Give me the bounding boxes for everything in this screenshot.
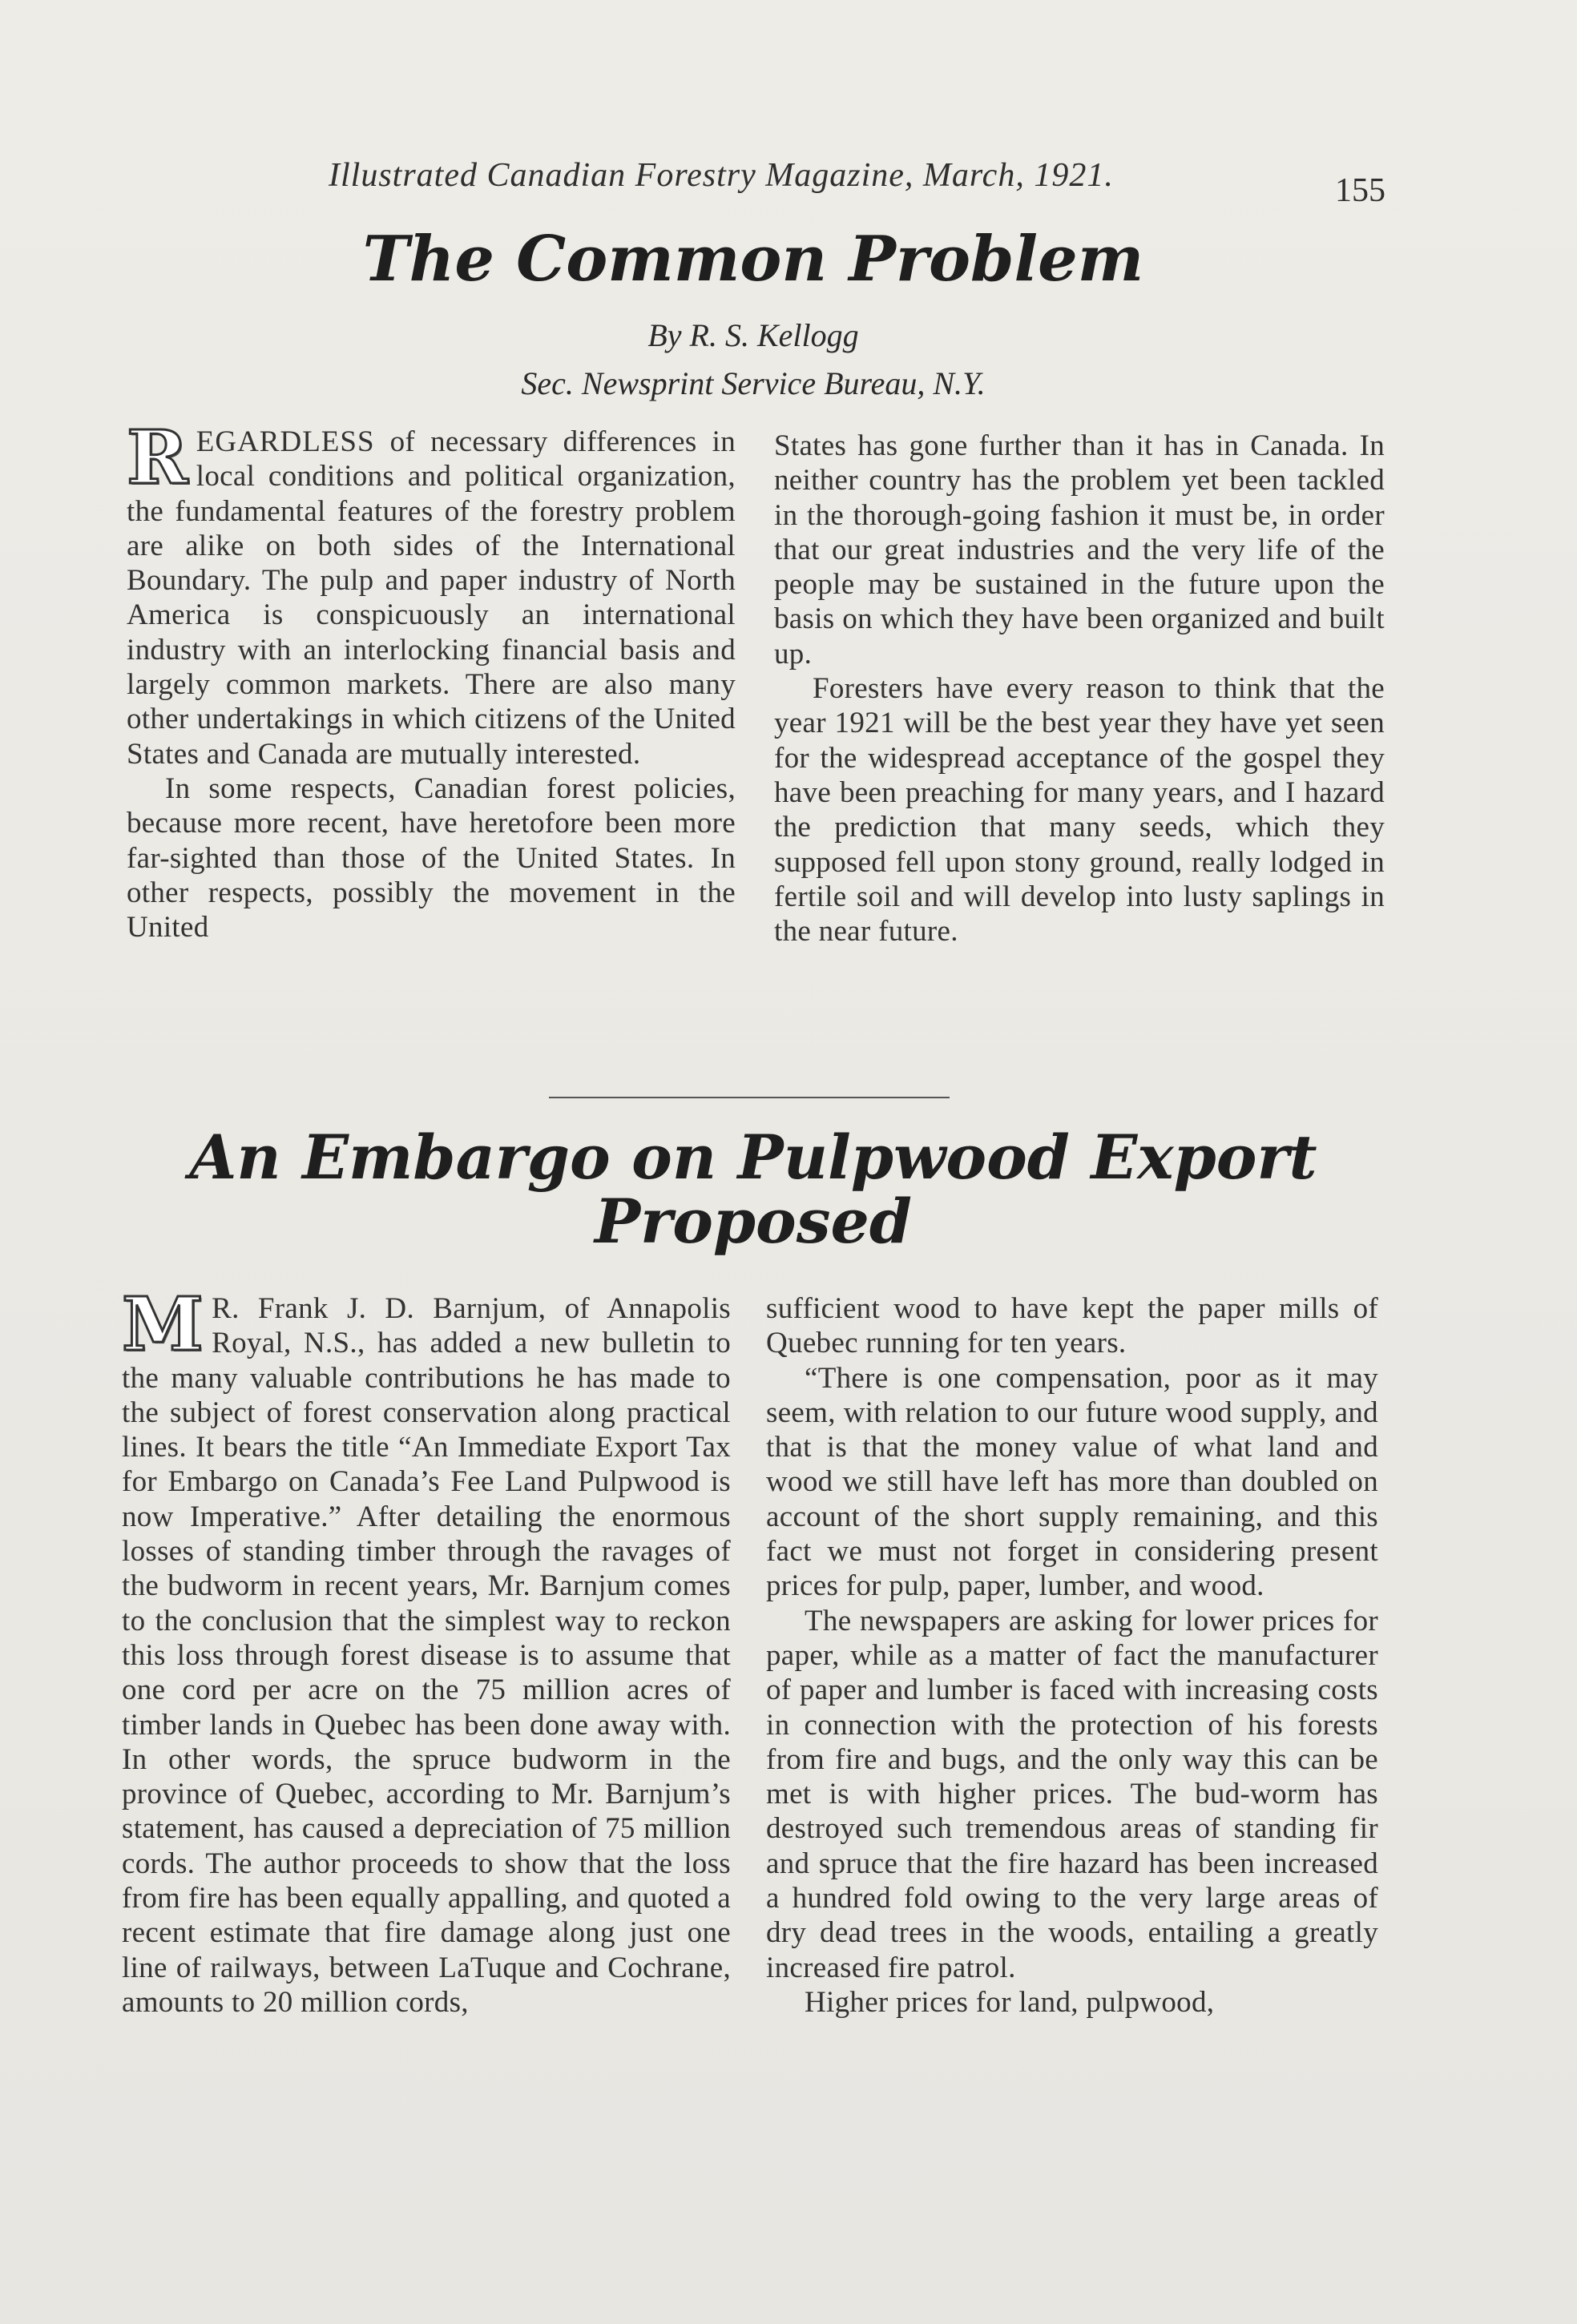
author-affiliation: Sec. Newsprint Service Bureau, N.Y. bbox=[521, 365, 986, 401]
running-header: Illustrated Canadian Forestry Magazine, March, 1921. bbox=[329, 157, 1114, 194]
drop-cap-m: M bbox=[122, 1281, 204, 1367]
article-title-embargo: An Embargo on Pulpwood Export Proposed bbox=[189, 1122, 1317, 1257]
article2-column-left bbox=[122, 1281, 731, 2020]
page-number: 155 bbox=[1335, 172, 1385, 209]
article2-column-right bbox=[766, 1291, 1378, 2020]
article2-paragraph-3: The newspapers are asking for lower prices for paper, while as a matter of fact the manufacturer of paper and lumber is faced with increasing costs in connection with the protection of his forests from fire and bugs, and the only way this can be met is with higher prices. The bud-worm has destroyed such tremendous areas of standing fir and spruce that the fire hazard has been increased a hundred fold owing to the very large areas of dry dead trees in the woods, entailing a greatly increased fire patrol. bbox=[766, 1604, 1378, 1984]
article1-paragraph-1-text: of necessary differences in local conditions and political organization, the fundamental features of the forestry problem are alike on both sides of the International Boundary. The pulp and paper industry of North America is conspicuously an international industry with an interlocking financial basis and largely common markets. There are also many other undertakings in which citizens of the United States and Canada are mutually interested. bbox=[127, 425, 736, 771]
lead-word: EGARDLESS bbox=[196, 425, 375, 458]
article-title-common-problem: The Common Problem bbox=[362, 223, 1144, 296]
article1-column-right bbox=[774, 429, 1385, 949]
drop-cap-r: R bbox=[127, 414, 188, 501]
article1-paragraph-2: In some respects, Canadian forest policies, because more recent, have heretofore been more far-sighted than those of the United States. In other respects, possibly the movement in the United bbox=[127, 771, 736, 945]
article1-column-left bbox=[127, 414, 736, 945]
article1-paragraph-2-continued: States has gone further than it has in Canada. In neither country has the problem yet been tackled in the thorough-going fashion it must be, in order that our great industries and the very life of the people may be sustained in the future upon the basis on which they have been organized and built up. bbox=[774, 429, 1385, 671]
article2-paragraph-1-text: R. Frank J. D. Barnjum, of Annapolis Royal, N.S., has added a new bulletin to the many valuable contributions he has made to the subject of forest conservation along practical lines. It bears the title “An Immediate Export Tax for Embargo on Canada’s Fee Land Pulpwood is now Imperative.” After detailing the enormous losses of standing timber through the ravages of the budworm in recent years, Mr. Barnjum comes to the conclusion that the simplest way to reckon this loss through forest disease is to assume that one cord per acre on the 75 million acres of timber lands in Quebec has been done away with. In other words, the spruce budworm in the province of Quebec, according to Mr. Barnjum’s statement, has caused a depreciation of 75 million cords. The author proceeds to show that the loss from fire has been equally appalling, and quoted a recent estimate that fire damage along just one line of railways, between LaTuque and Cochrane, amounts to 20 million cords, bbox=[122, 1292, 731, 2019]
article1-paragraph-3: Foresters have every reason to think that the year 1921 will be the best year they have yet seen for the widespread acceptance of the gospel they have been preaching for many years, and I hazard the prediction that many seeds, which they supposed fell upon stony ground, really lodged in fertile soil and will develop into lusty saplings in the near future. bbox=[774, 672, 1385, 949]
article1-paragraph-1 bbox=[127, 414, 736, 771]
article2-paragraph-4: Higher prices for land, pulpwood, bbox=[805, 1985, 1215, 2019]
article-byline: By R. S. Kellogg bbox=[647, 317, 859, 353]
article2-paragraph-2: “There is one compensation, poor as it may seem, with relation to our future wood supply, and that is that the money value of what land and wood we still have left has more than doubled on account of the short supply remaining, and this fact we must not forget in considering present prices for pulp, paper, lumber, and wood. bbox=[766, 1361, 1378, 1603]
article2-paragraph-1 bbox=[122, 1281, 731, 2020]
article2-paragraph-1-continued: sufficient wood to have kept the paper mills of Quebec running for ten years. bbox=[766, 1292, 1378, 1360]
section-divider bbox=[549, 1097, 950, 1098]
